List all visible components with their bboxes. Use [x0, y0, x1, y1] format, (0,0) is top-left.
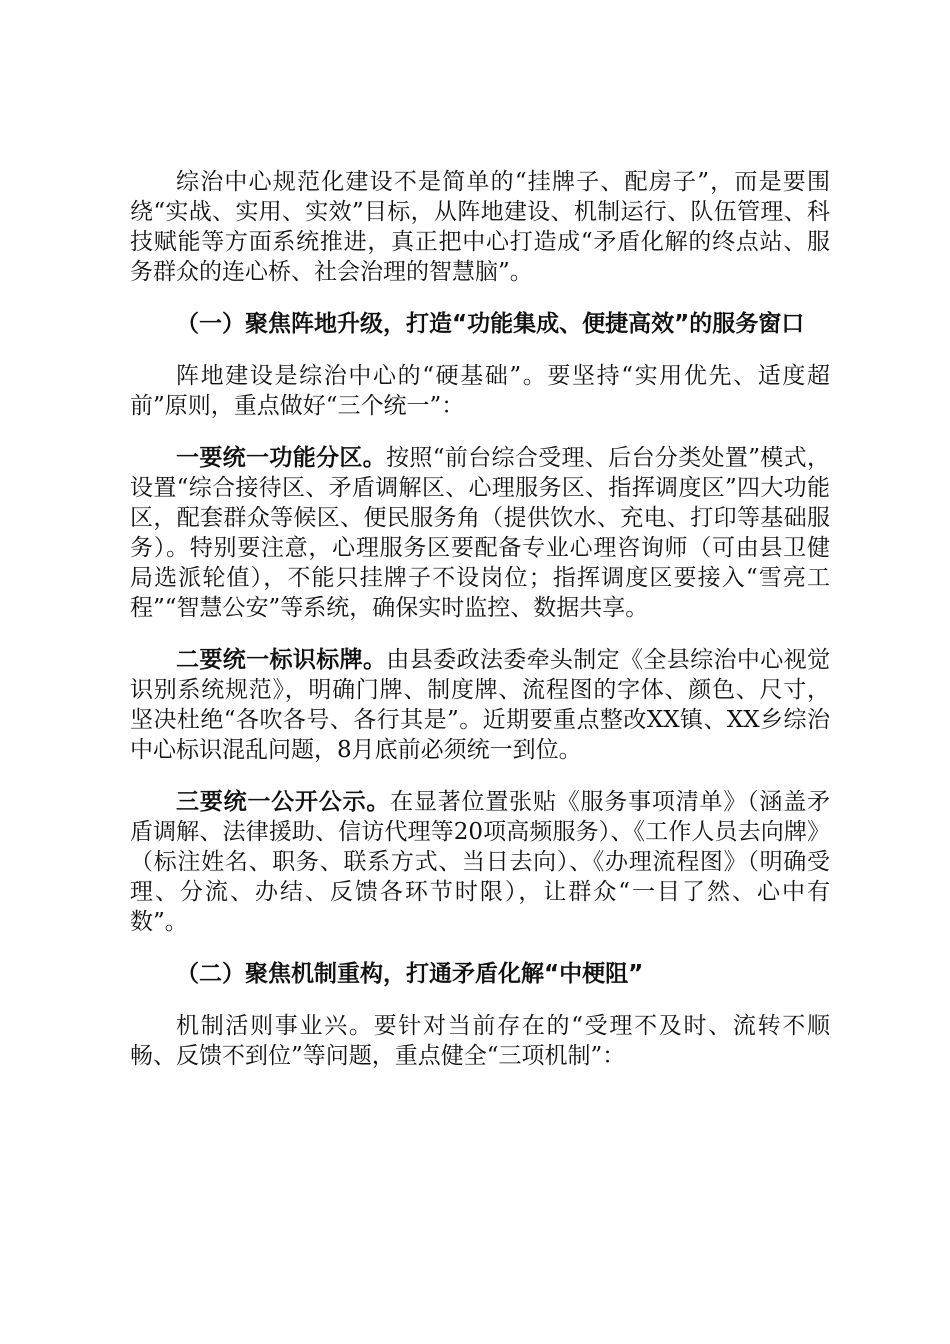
section-2-intro-paragraph: 机制活则事业兴。要针对当前存在的“受理不及时、流转不顺畅、反馈不到位”等问题，重点健全“三项机制”： [130, 1013, 830, 1069]
item-text-2: 由县委政法委牵头制定《全县综治中心视觉识别系统规范》，明确门牌、制度牌、流程图的字体、颜色、尺寸，坚决杜绝“各吹各号、各行其是”。近期要重点整改XX镇、XX乡综治中心标识混乱问题，8月底前必须统一到位。 [130, 647, 831, 763]
intro-paragraph: 综治中心规范化建设不是简单的“挂牌子、配房子”，而是要围绕“实战、实用、实效”目标，从阵地建设、机制运行、队伍管理、科技赋能等方面系统推进，真正把中心打造成“矛盾化解的终点站、服务群众的连心桥、社会治理的智慧脑”。 [130, 169, 830, 285]
item-paragraph-3 [130, 787, 830, 937]
item-paragraph-1 [130, 443, 830, 623]
item-paragraph-2 [130, 645, 830, 765]
section-heading-1: （一）聚焦阵地升级，打造“功能集成、便捷高效”的服务窗口 [176, 311, 805, 337]
section-heading-2: （二）聚焦机制重构，打通矛盾化解“中梗阻” [176, 961, 644, 987]
document-page [130, 167, 830, 1093]
item-lead-3: 三要统一公开公示。 [176, 789, 391, 815]
item-text-3: 在显著位置张贴《服务事项清单》（涵盖矛盾调解、法律援助、信访代理等20项高频服务）、《工作人员去向牌》（标注姓名、职务、联系方式、当日去向）、《办理流程图》（明确受理、分流、办结、反馈各环节时限），让群众“一目了然、心中有数”。 [130, 789, 831, 935]
item-lead-1: 一要统一功能分区。 [176, 445, 387, 471]
item-lead-2: 二要统一标识标牌。 [176, 647, 387, 673]
section-1-intro-paragraph: 阵地建设是综治中心的“硬基础”。要坚持“实用优先、适度超前”原则，重点做好“三个统一”： [130, 363, 830, 419]
item-text-1: 按照“前台综合受理、后台分类处置”模式，设置“综合接待区、矛盾调解区、心理服务区、指挥调度区”四大功能区，配套群众等候区、便民服务角（提供饮水、充电、打印等基础服务）。特别要注意，心理服务区要配备专业心理咨询师（可由县卫健局选派轮值），不能只挂牌子不设岗位；指挥调度区要接入“雪亮工程”“智慧公安”等系统，确保实时监控、数据共享。 [130, 445, 830, 621]
